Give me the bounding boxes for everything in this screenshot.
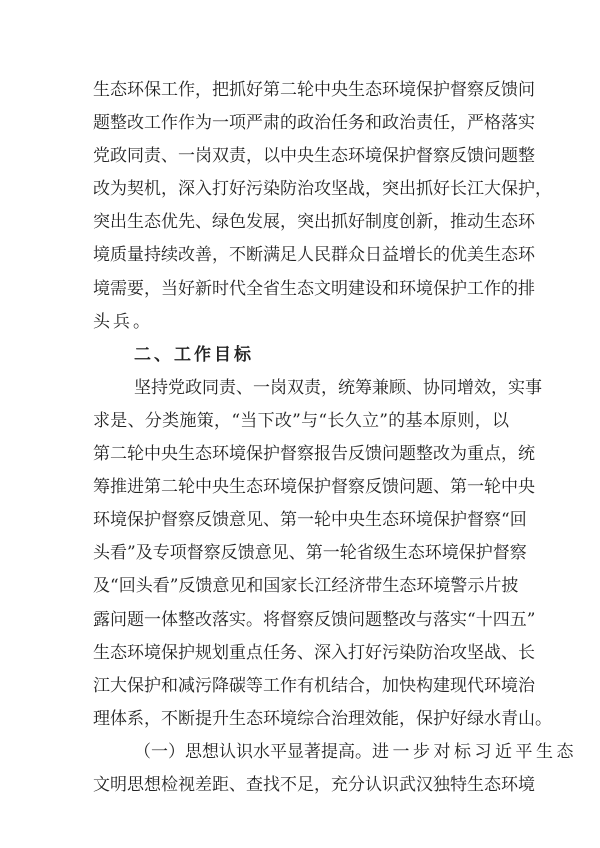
text-line: 露问题一体整改落实。将督察反馈问题整改与落实“十四五” [93,609,536,630]
paragraph-3 [93,736,577,802]
text-line: 党政同责、一岗双责，以中央生态环境保护督察反馈问题整 [93,146,535,167]
text-line [93,736,577,769]
text-line: 文明思想检视差距、查找不足，充分认识武汉独特生态环境 [93,774,535,795]
subsection-lead: （一）思想认识水平显著提高。 [134,741,372,762]
text-line: 生态环境保护规划重点任务、深入打好污染防治攻坚战、长 [93,642,535,663]
text-line: 题整改工作作为一项严肃的政治任务和政治责任，严格落实 [93,113,535,134]
text-line: 筹推进第二轮中央生态环境保护督察反馈问题、第一轮中央 [93,477,535,498]
text-line: 境质量持续改善，不断满足人民群众日益增长的优美生态环 [93,245,535,266]
document-page [93,74,577,802]
text-line: 求是、分类施策，“当下改”与“长久立”的基本原则，以 [93,410,509,431]
text-line: 江大保护和减污降碳等工作有机结合，加快构建现代环境治 [93,675,535,696]
text-line: 坚持党政同责、一岗双责，统筹兼顾、协同增效，实事 [134,377,542,398]
text-run: 进一步对标习近平生态 [372,741,577,762]
text-line: 突出生态优先、绿色发展，突出抓好制度创新，推动生态环 [93,212,535,233]
text-line: 头看”及专项督察反馈意见、第一轮省级生态环境保护督察 [93,543,527,564]
text-line: 生态环保工作，把抓好第二轮中央生态环境保护督察反馈问 [93,80,535,100]
text-line: 理体系，不断提升生态环境综合治理效能，保护好绿水青山。 [93,708,552,729]
text-line: 及“回头看”反馈意见和国家长江经济带生态环境警示片披 [93,576,519,597]
text-line: 第二轮中央生态环境保护督察报告反馈问题整改为重点，统 [93,444,535,465]
text-line: 改为契机，深入打好污染防治攻坚战，突出抓好长江大保护， [93,179,552,200]
paragraph-2 [93,372,552,736]
section-heading: 二、工作目标 [134,344,254,365]
text-line: 环境保护督察反馈意见、第一轮中央生态环境保护督察“回 [93,510,527,531]
text-line: 境需要，当好新时代全省生态文明建设和环境保护工作的排 [93,278,535,299]
paragraph-1 [93,74,552,339]
text-line: 头兵。 [93,311,153,332]
